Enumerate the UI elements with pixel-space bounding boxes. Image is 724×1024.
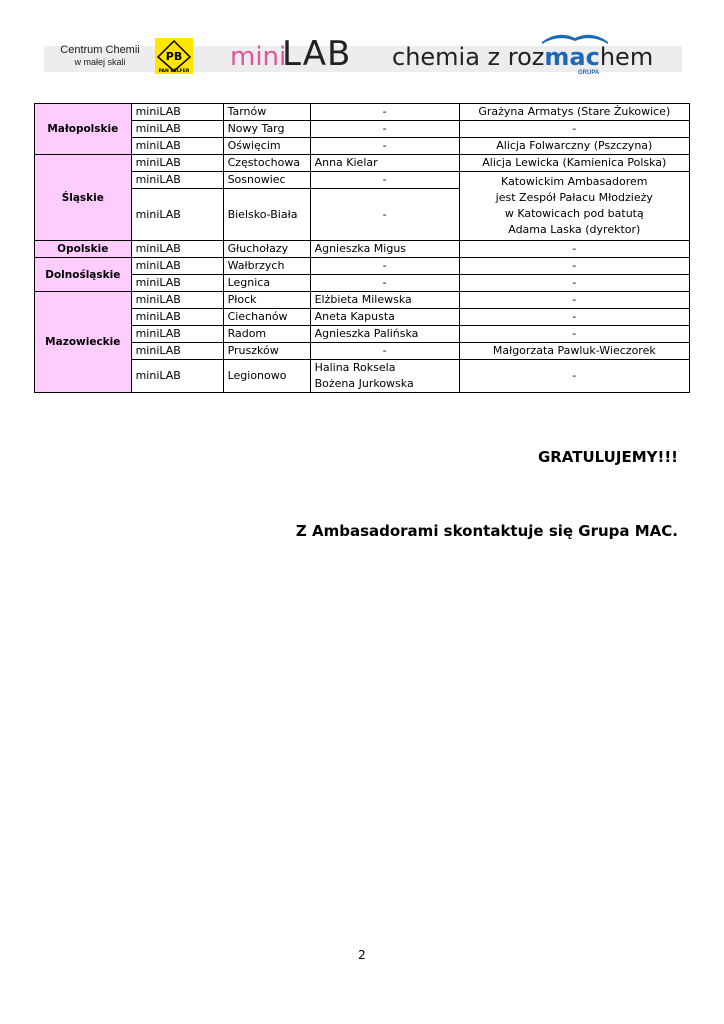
tagline: chemia z rozmachem [392,43,654,71]
table-row [35,309,690,326]
city-cell: Sosnowiec [223,172,310,189]
shared-school-line: Adama Laska (dyrektor) [508,223,641,236]
city-cell: Pruszków [223,343,310,360]
shared-school-line: w Katowicach pod batutą [504,207,644,220]
table-row [35,241,690,258]
table-row [35,104,690,121]
person-cell: - [310,258,459,275]
network-cell: miniLAB [131,360,223,393]
person-cell: Aneta Kapusta [310,309,459,326]
city-cell: Ciechanów [223,309,310,326]
table-row [35,275,690,292]
city-cell: Płock [223,292,310,309]
person-line: Bożena Jurkowska [314,377,414,390]
minilab-mini-text: mini [230,42,287,72]
school-cell: Małgorzata Pawluk-Wieczorek [459,343,689,360]
book-logo-icon [540,28,610,44]
person-cell: - [310,172,459,189]
person-cell: - [310,121,459,138]
person-cell: Agnieszka Palińska [310,326,459,343]
person-cell [310,360,459,393]
city-cell: Radom [223,326,310,343]
school-cell: - [459,360,689,393]
school-cell: - [459,275,689,292]
table-row [35,343,690,360]
region-cell: Dolnośląskie [35,258,132,292]
shared-school-line: Katowickim Ambasadorem [501,175,648,188]
grupa-label: GRUPA [578,70,600,76]
network-cell: miniLAB [131,138,223,155]
school-cell: - [459,309,689,326]
network-cell: miniLAB [131,241,223,258]
table-row [35,258,690,275]
person-cell: - [310,275,459,292]
school-cell: - [459,121,689,138]
ambassadors-table [34,103,690,393]
page-number: 2 [358,948,366,962]
city-cell: Legnica [223,275,310,292]
contact-note: Z Ambasadorami skontaktuje się Grupa MAC. [295,522,678,540]
school-cell: Alicja Folwarczny (Pszczyna) [459,138,689,155]
table-row [35,172,690,189]
network-cell: miniLAB [131,189,223,241]
table-row [35,326,690,343]
network-cell: miniLAB [131,155,223,172]
person-cell: Elżbieta Milewska [310,292,459,309]
congratulations-heading: GRATULUJEMY!!! [537,448,678,466]
city-cell: Tarnów [223,104,310,121]
pan-belfer-logo-icon [155,38,193,74]
region-cell: Śląskie [35,155,132,241]
table-row [35,360,690,393]
network-cell: miniLAB [131,258,223,275]
network-cell: miniLAB [131,104,223,121]
person-cell: - [310,138,459,155]
table-row [35,155,690,172]
table-row [35,138,690,155]
centrum-line-1: Centrum Chemii [60,44,140,56]
city-cell: Bielsko-Biała [223,189,310,241]
minilab-lab-text: LAB [282,34,352,74]
school-cell: Alicja Lewicka (Kamienica Polska) [459,155,689,172]
centrum-line-2: w małej skali [74,57,126,67]
school-cell: - [459,258,689,275]
shared-school-cell [459,172,689,241]
city-cell: Częstochowa [223,155,310,172]
city-cell: Wałbrzych [223,258,310,275]
school-cell: - [459,326,689,343]
centrum-chemii-logo [50,44,150,68]
school-cell: Grażyna Armatys (Stare Żukowice) [459,104,689,121]
school-cell: - [459,292,689,309]
network-cell: miniLAB [131,309,223,326]
network-cell: miniLAB [131,326,223,343]
network-cell: miniLAB [131,275,223,292]
region-cell: Małopolskie [35,104,132,155]
person-cell: - [310,343,459,360]
network-cell: miniLAB [131,343,223,360]
city-cell: Legionowo [223,360,310,393]
school-cell: - [459,241,689,258]
table-row [35,292,690,309]
svg-text:PB: PB [165,50,183,63]
person-cell: - [310,189,459,241]
city-cell: Głuchołazy [223,241,310,258]
person-cell: - [310,104,459,121]
network-cell: miniLAB [131,172,223,189]
person-cell: Agnieszka Migus [310,241,459,258]
svg-text:PAN BELFER: PAN BELFER [158,69,190,74]
shared-school-line: jest Zespół Pałacu Młodzieży [495,191,653,204]
person-line: Halina Roksela [314,361,396,374]
header-banner [44,30,682,76]
region-cell: Opolskie [35,241,132,258]
table-row [35,121,690,138]
city-cell: Nowy Targ [223,121,310,138]
city-cell: Oświęcim [223,138,310,155]
person-cell: Anna Kielar [310,155,459,172]
network-cell: miniLAB [131,121,223,138]
region-cell: Mazowieckie [35,292,132,393]
network-cell: miniLAB [131,292,223,309]
